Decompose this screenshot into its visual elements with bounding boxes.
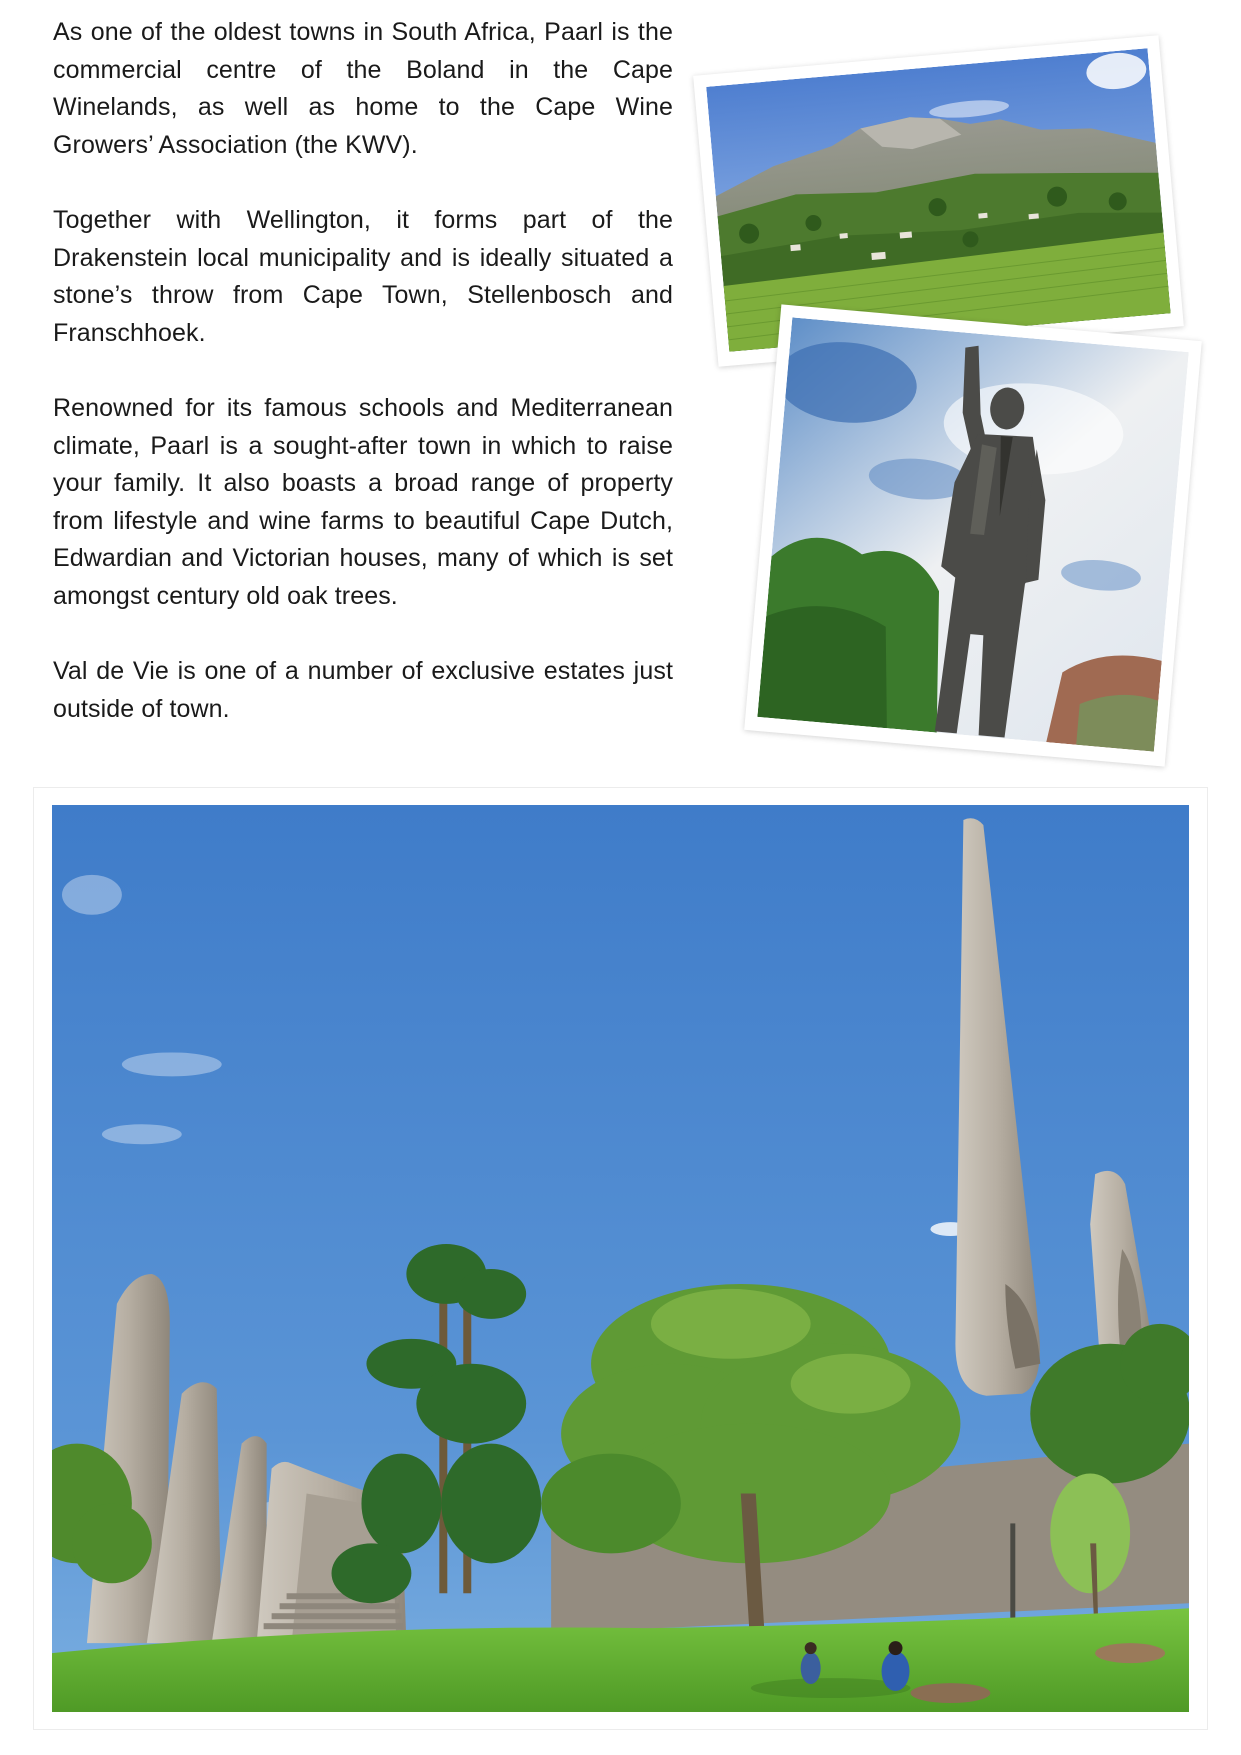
paragraph-estates: Val de Vie is one of a number of exclusive estates just outside of town. <box>53 657 673 723</box>
monument-photo <box>52 805 1189 1712</box>
monument-photo-frame <box>33 787 1208 1730</box>
paragraph-location: Together with Wellington, it forms part of the Drakenstein local municipality and is ideally situated a stone’s throw from Cape Town, Stellenbosch and Franschhoek. <box>53 206 673 347</box>
paragraph-intro: As one of the oldest towns in South Africa, Paarl is the commercial centre of the Boland in the Cape Winelands, as well as home to the Cape Wine Growers’ Association (the KWV). <box>53 18 673 159</box>
paragraph-lifestyle: Renowned for its famous schools and Mediterranean climate, Paarl is a sought-after town in which to raise your family. It also boasts a broad range of property from lifestyle and wine farms to beautiful Cape Dutch, Edwardian and Victorian houses, many of which is set amongst century old oak trees. <box>53 394 673 610</box>
statue-photo-frame <box>744 304 1202 766</box>
statue-photo <box>757 317 1188 751</box>
body-text <box>53 14 673 728</box>
landscape-photo-frame <box>693 35 1184 367</box>
landscape-photo <box>706 48 1170 352</box>
